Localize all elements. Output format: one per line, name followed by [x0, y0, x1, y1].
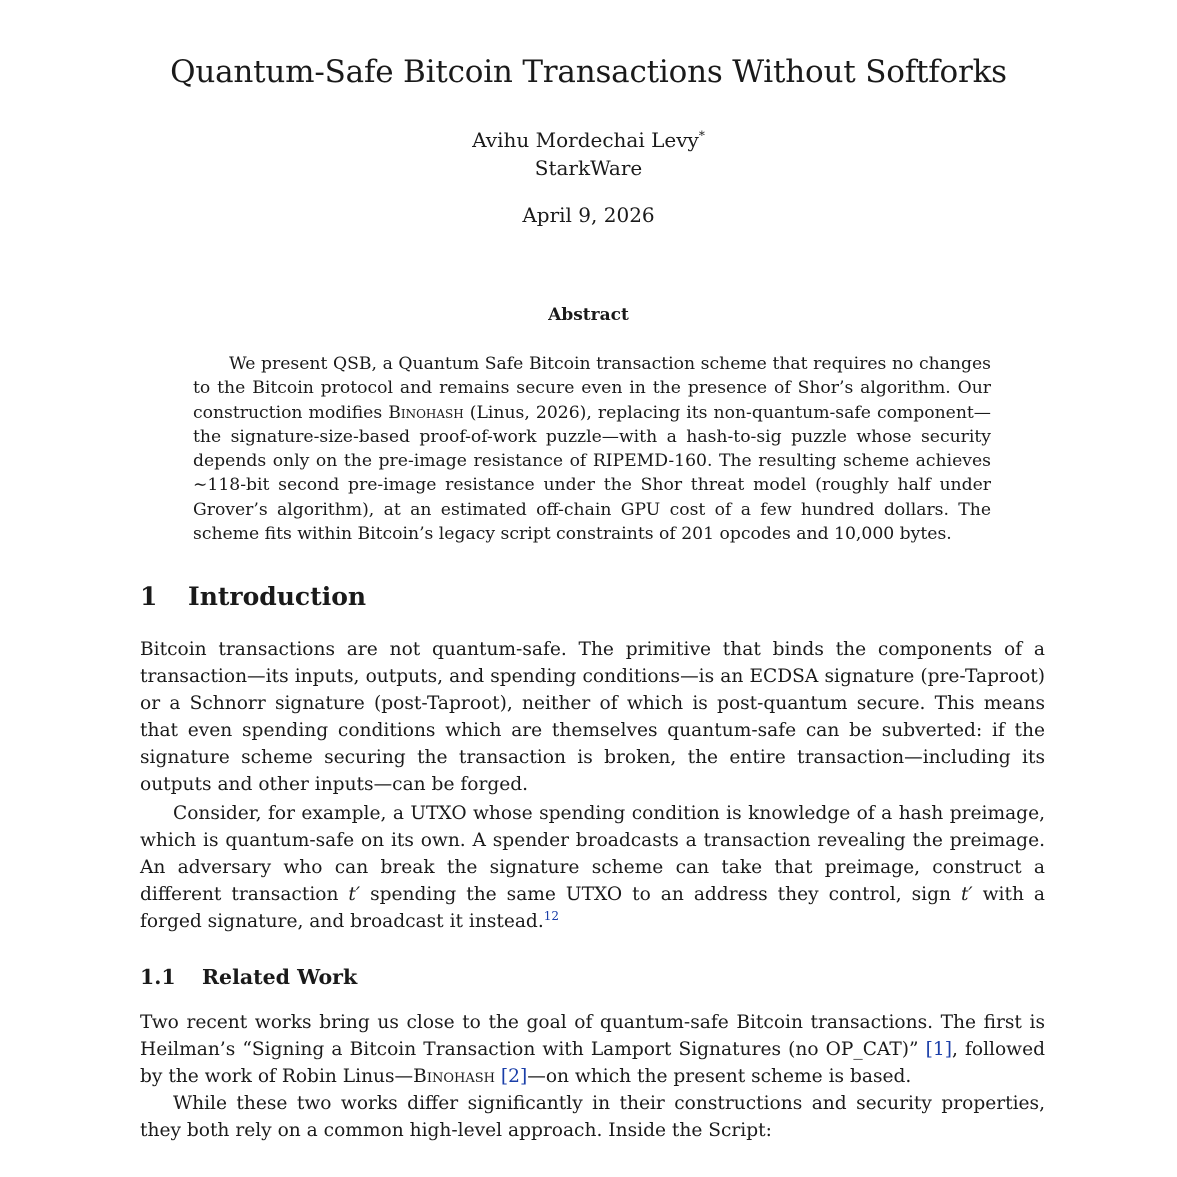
section-heading-introduction — [140, 580, 366, 614]
author-footnote-mark: * — [698, 128, 705, 143]
abstract-text-1: We present QSB, a Quantum Safe Bitcoin transaction scheme that requires no changes to the Bitcoin protocol and remains secure even in the presence of Shor’s algorithm. Our construction modifies — [193, 354, 991, 423]
author-block — [0, 126, 1177, 182]
related-work-paragraph-2: While these two works differ significantly in their constructions and security properties, they both rely on a common high-level approach. Inside the Script: — [140, 1093, 1045, 1142]
binohash-name: Binohash — [388, 402, 464, 423]
author-name: Avihu Mordechai Levy — [472, 128, 699, 152]
paper-title: Quantum-Safe Bitcoin Transactions Without Softforks — [170, 54, 1007, 90]
binohash-name: Binohash — [413, 1066, 495, 1088]
related-work-paragraph-1 — [140, 1009, 1045, 1090]
intro-p2-text-a: Consider, for example, a UTXO whose spending condition is knowledge of a hash preimage, which is quantum-safe on its own. A spender broadcasts a transaction revealing the preimage. An adversary who can break the signature scheme can take that preimage, construct a different transaction — [140, 803, 1045, 906]
citation-link-1[interactable]: [1] — [925, 1039, 952, 1061]
section-title: Introduction — [188, 582, 367, 611]
intro-paragraph-1: Bitcoin transactions are not quantum-safe. The primitive that binds the components of a transaction—its inputs, outputs, and spending conditions—is an ECDSA signature (pre-Taproot) or a Schnorr signature (post-Taproot), neither of which is post-quantum secure. This means that even spending conditions which are themselves quantum-safe can be subverted: if the signature scheme securing the transaction is broken, the entire transaction—including its outputs and other inputs—can be forged. — [140, 639, 1045, 796]
intro-paragraph-2 — [140, 800, 1045, 935]
paper-date: April 9, 2026 — [522, 203, 655, 227]
rw-p1-text-a: Two recent works bring us close to the goal of quantum-safe Bitcoin transactions. The first is Heilman’s “Signing a Bitcoin Transaction with Lamport Signatures (no OP_CAT)” — [140, 1012, 1045, 1061]
intro-p2-text-c: with a forged signature, and broadcast it instead. — [140, 884, 1046, 933]
subsection-title: Related Work — [202, 965, 358, 989]
intro-p2-text-b: spending the same UTXO to an address they control, sign — [360, 884, 961, 906]
subsection-heading-related-work — [140, 962, 357, 992]
subsection-number: 1.1 — [140, 965, 176, 989]
math-t-prime: t′ — [960, 884, 973, 906]
abstract-body — [193, 352, 991, 546]
footnote-link[interactable]: 12 — [543, 909, 560, 924]
citation-link-2[interactable]: [2] — [500, 1066, 528, 1088]
math-t-prime: t′ — [348, 884, 361, 906]
abstract-text-2: (Linus, 2026), replacing its non-quantum-safe component—the signature-size-based proof-of-work puzzle—with a hash-to-sig puzzle whose security depends only on the pre-image resistance of RIPEMD-160. The resulting scheme achieves ∼118-bit second pre-image resistance under the Shor threat model (roughly half under Grover’s algorithm), at an estimated off-chain GPU cost of a few hundred dollars. The scheme fits within Bitcoin’s legacy script constraints of 201 opcodes and 10,000 bytes. — [193, 402, 991, 545]
section-number: 1 — [140, 582, 158, 611]
affiliation: StarkWare — [534, 156, 643, 180]
abstract-heading: Abstract — [548, 305, 629, 325]
rw-p1-text-b: , followed by the work of Robin Linus— — [140, 1039, 1045, 1088]
author-line — [0, 126, 1177, 154]
rw-p1-text-c: —on which the present scheme is based. — [527, 1066, 912, 1088]
